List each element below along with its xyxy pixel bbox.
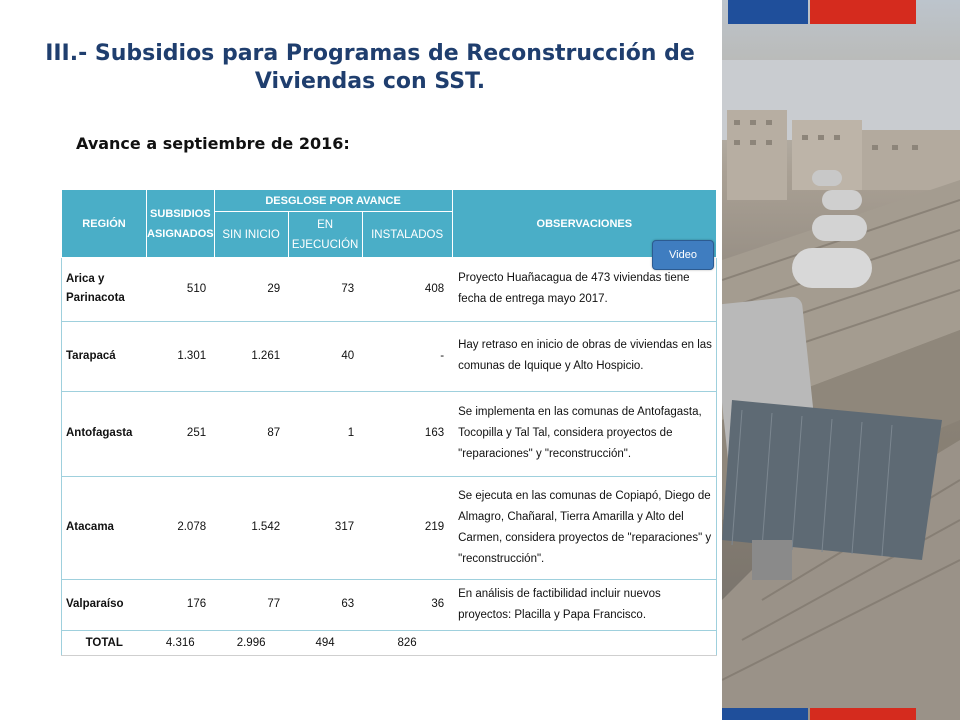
page-title: [40, 40, 700, 96]
progress-subtitle: Avance a septiembre de 2016:: [76, 134, 350, 153]
total-subsidios: 4.316: [147, 631, 215, 656]
table-row: [62, 258, 717, 322]
region-cell: Atacama: [62, 476, 147, 579]
region-cell: Arica y Parinacota: [62, 258, 147, 322]
region-cell: Antofagasta: [62, 392, 147, 477]
subsidies-table: [61, 189, 717, 656]
instalados-cell: 36: [362, 579, 452, 631]
table-row: [62, 476, 717, 579]
total-en-ejecucion: 494: [288, 631, 362, 656]
solar-water-heater-photo: [722, 0, 960, 720]
table-row: [62, 321, 717, 391]
total-instalados: 826: [362, 631, 452, 656]
header-subsidios: SUBSIDIOS ASIGNADOS: [147, 190, 215, 258]
header-sin-inicio: SIN INICIO: [214, 212, 288, 258]
photo-illustration: [722, 0, 960, 720]
header-region: REGIÓN: [62, 190, 147, 258]
header-en-ejecucion: EN EJECUCIÓN: [288, 212, 362, 258]
en-ejecucion-cell: 40: [288, 321, 362, 391]
observaciones-cell: Hay retraso en inicio de obras de viviendas en las comunas de Iquique y Alto Hospicio.: [452, 321, 716, 391]
sin-inicio-cell: 77: [214, 579, 288, 631]
total-label: TOTAL: [62, 631, 147, 656]
observaciones-cell: Se ejecuta en las comunas de Copiapó, Diego de Almagro, Chañaral, Tierra Amarilla y Alto del Carmen, considera proyectos de "reparaciones" y "reconstrucción".: [452, 476, 716, 579]
en-ejecucion-cell: 63: [288, 579, 362, 631]
instalados-cell: -: [362, 321, 452, 391]
sin-inicio-cell: 29: [214, 258, 288, 322]
title-line-1: III.- Subsidios para Programas de Reconstrucción de: [45, 41, 695, 66]
header-instalados: INSTALADOS: [362, 212, 452, 258]
subsidios-cell: 251: [147, 392, 215, 477]
instalados-cell: 408: [362, 258, 452, 322]
header-desglose: DESGLOSE POR AVANCE: [214, 190, 452, 212]
sin-inicio-cell: 1.542: [214, 476, 288, 579]
video-button[interactable]: Video: [652, 240, 714, 270]
header-observaciones: OBSERVACIONES: [452, 190, 716, 258]
region-cell: Tarapacá: [62, 321, 147, 391]
table-row: [62, 579, 717, 631]
total-sin-inicio: 2.996: [214, 631, 288, 656]
observaciones-cell: Proyecto Huañacagua de 473 viviendas tiene fecha de entrega mayo 2017.: [452, 258, 716, 322]
table-row: [62, 392, 717, 477]
region-cell: Valparaíso: [62, 579, 147, 631]
total-row: [62, 631, 717, 656]
title-line-2: Viviendas con SST.: [254, 69, 486, 94]
sin-inicio-cell: 1.261: [214, 321, 288, 391]
en-ejecucion-cell: 317: [288, 476, 362, 579]
observaciones-cell: Se implementa en las comunas de Antofagasta, Tocopilla y Tal Tal, considera proyectos de "reparaciones" y "reconstrucción".: [452, 392, 716, 477]
subsidios-cell: 2.078: [147, 476, 215, 579]
instalados-cell: 219: [362, 476, 452, 579]
flag-stripe-top: [722, 0, 960, 26]
flag-stripe-bottom: [722, 704, 960, 720]
instalados-cell: 163: [362, 392, 452, 477]
en-ejecucion-cell: 1: [288, 392, 362, 477]
subsidios-cell: 510: [147, 258, 215, 322]
subsidios-cell: 176: [147, 579, 215, 631]
en-ejecucion-cell: 73: [288, 258, 362, 322]
subsidios-cell: 1.301: [147, 321, 215, 391]
sin-inicio-cell: 87: [214, 392, 288, 477]
total-observaciones: [452, 631, 716, 656]
observaciones-cell: En análisis de factibilidad incluir nuevos proyectos: Placilla y Papa Francisco.: [452, 579, 716, 631]
